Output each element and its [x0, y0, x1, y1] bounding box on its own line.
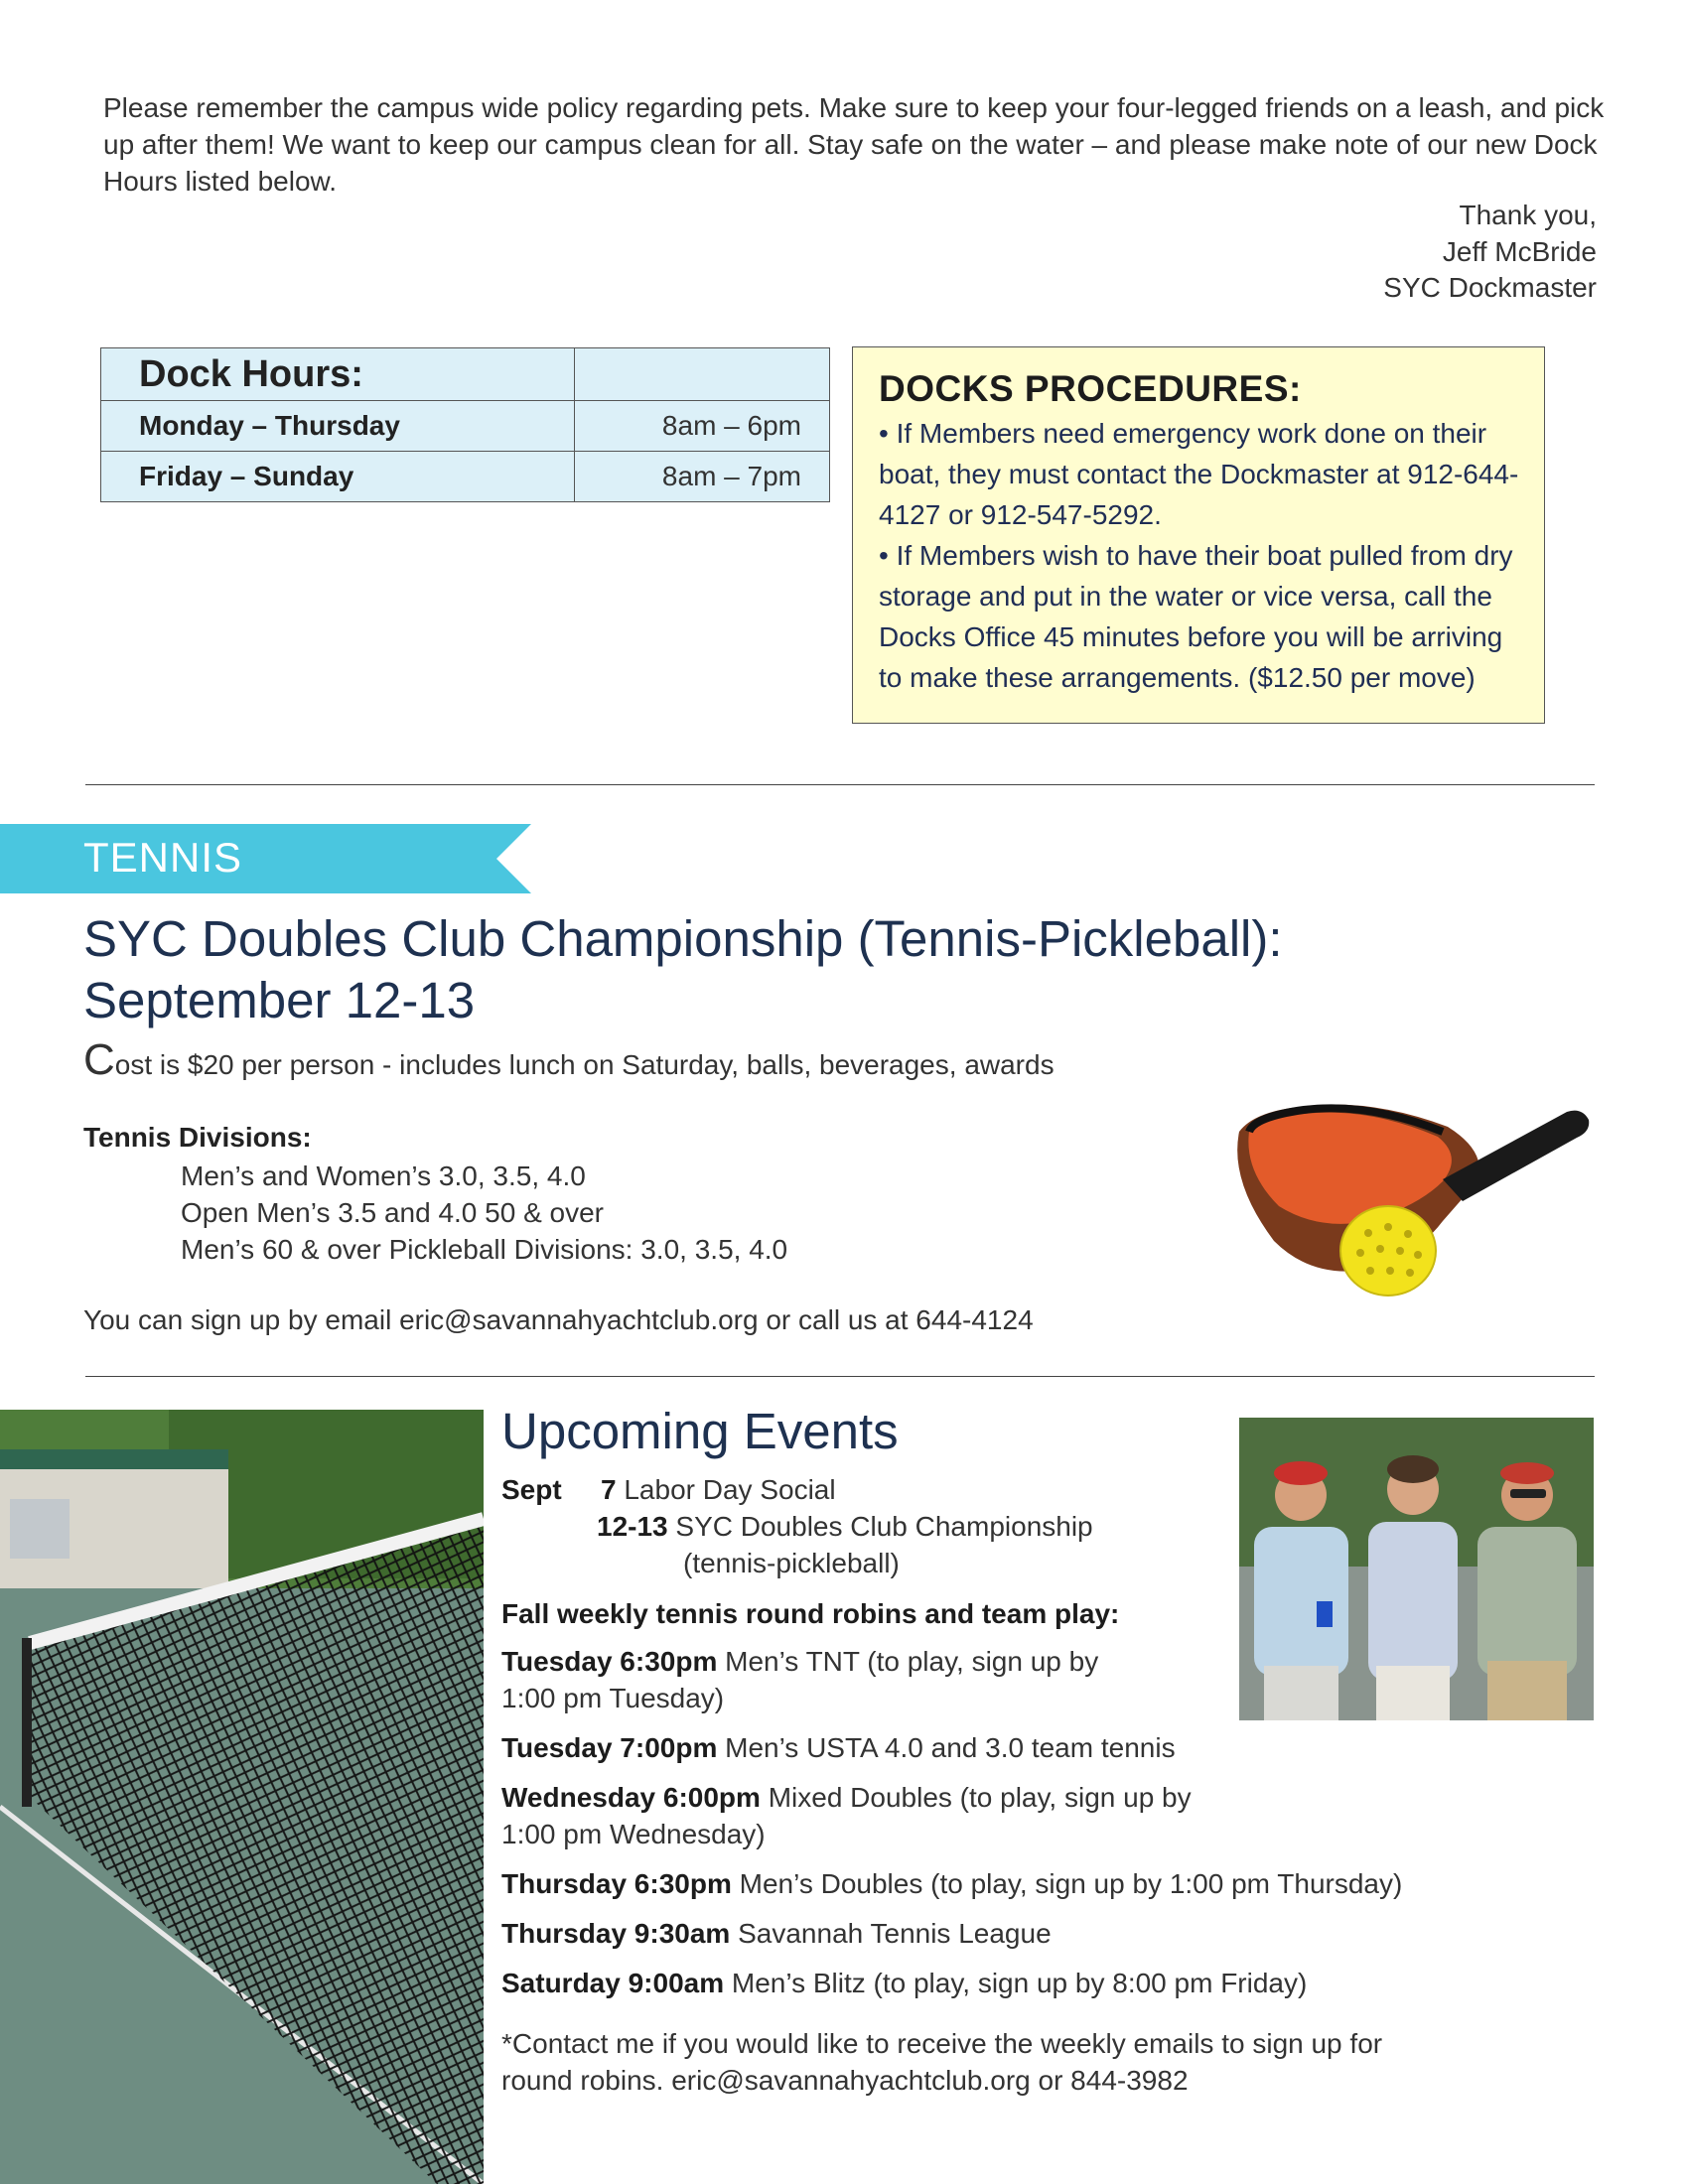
schedule-what: Men’s Blitz (to play, sign up by 8:00 pm Friday): [731, 1968, 1308, 1998]
schedule-when: Wednesday 6:00pm: [501, 1782, 761, 1813]
sept-label: Sept: [501, 1474, 562, 1505]
upcoming-events-heading: Upcoming Events: [501, 1403, 899, 1459]
event-text: SYC Doubles Club Championship: [675, 1511, 1093, 1542]
dock-days: Monday – Thursday: [101, 401, 575, 452]
schedule-when: Thursday 6:30pm: [501, 1868, 732, 1899]
table-row: [101, 452, 830, 502]
event-date: 7: [601, 1474, 617, 1505]
procedure-item: • If Members need emergency work done on their boat, they must contact the Dockmaster at 912-644-4127 or 912-547-5292.: [879, 418, 1519, 530]
signature-name: Jeff McBride: [1442, 235, 1597, 267]
tennis-banner-shape: [0, 824, 531, 893]
procedures-heading: DOCKS PROCEDURES:: [879, 368, 1302, 409]
intro-paragraph: [103, 89, 1613, 200]
schedule-entry: [501, 1729, 1594, 1766]
championship-title-line1: SYC Doubles Club Championship (Tennis-Pickleball):: [83, 910, 1283, 967]
cost-drop-cap: C: [83, 1035, 115, 1084]
schedule-what-cont: 1:00 pm Tuesday): [501, 1683, 725, 1713]
list-item: Open Men’s 3.5 and 4.0 50 & over: [181, 1197, 604, 1228]
schedule-when: Tuesday 7:00pm: [501, 1732, 718, 1763]
signup-text: You can sign up by email eric@savannahyachtclub.org or call us at 644-4124: [83, 1304, 1034, 1335]
group-photo: [1239, 1418, 1594, 1720]
procedure-item: • If Members wish to have their boat pulled from dry storage and put in the water or vice versa, call the Docks Office 45 minutes before you will be arriving to make these arrangements. ($12.50 per move): [879, 540, 1513, 693]
schedule-what: Savannah Tennis League: [738, 1918, 1052, 1949]
dock-hours-table: [100, 347, 830, 502]
signature-title: SYC Dockmaster: [1383, 272, 1597, 303]
schedule-when: Tuesday 6:30pm: [501, 1646, 718, 1677]
cost-text: [83, 1035, 1055, 1085]
schedule-what-cont: 1:00 pm Wednesday): [501, 1819, 766, 1849]
event-text: Labor Day Social: [624, 1474, 836, 1505]
docks-procedures-box: [852, 346, 1545, 724]
schedule-entry: [501, 1779, 1594, 1852]
table-row: [101, 401, 830, 452]
pet-policy-text: Please remember the campus wide policy regarding pets. Make sure to keep your four-legged friends on a leash, and pick up after them! We want to keep our campus clean for all. Stay safe on the water – and please make note of our new Dock Hours listed below.: [103, 92, 1605, 197]
dock-hours-value: 8am – 7pm: [575, 452, 830, 502]
signature-block: [1383, 198, 1597, 307]
schedule-entry: [501, 1965, 1594, 2001]
contact-note: [501, 2025, 1594, 2099]
schedule-entry: [501, 1915, 1594, 1952]
schedule-what: Mixed Doubles (to play, sign up by: [768, 1782, 1192, 1813]
schedule-what: Men’s Doubles (to play, sign up by 1:00 pm Thursday): [739, 1868, 1403, 1899]
schedule-what: Men’s TNT (to play, sign up by: [725, 1646, 1099, 1677]
divisions-list: [181, 1158, 787, 1268]
section-divider: [85, 1376, 1595, 1377]
signature-closing: Thank you,: [1459, 200, 1597, 230]
schedule-when: Saturday 9:00am: [501, 1968, 725, 1998]
tennis-net-photo: [0, 1410, 484, 2184]
contact-note-line2: round robins. eric@savannahyachtclub.org or 844-3982: [501, 2065, 1189, 2096]
section-divider: [85, 784, 1595, 785]
dock-hours-header-empty: [575, 348, 830, 401]
dock-hours-heading: Dock Hours:: [101, 348, 575, 401]
tennis-banner-label: TENNIS: [83, 834, 243, 881]
dock-hours-value: 8am – 6pm: [575, 401, 830, 452]
championship-title: [83, 908, 1283, 1031]
pickleball-paddle-image: [1219, 1072, 1597, 1310]
championship-title-line2: September 12-13: [83, 972, 476, 1028]
dock-days: Friday – Sunday: [101, 452, 575, 502]
contact-note-line1: *Contact me if you would like to receive the weekly emails to sign up for: [501, 2028, 1383, 2059]
schedule-when: Thursday 9:30am: [501, 1918, 731, 1949]
event-date: 12-13: [597, 1511, 668, 1542]
divisions-heading: Tennis Divisions:: [83, 1122, 312, 1153]
dock-hours-header-row: [101, 348, 830, 401]
list-item: Men’s 60 & over Pickleball Divisions: 3.0, 3.5, 4.0: [181, 1234, 788, 1265]
list-item: Men’s and Women’s 3.0, 3.5, 4.0: [181, 1160, 586, 1191]
schedule-what: Men’s USTA 4.0 and 3.0 team tennis: [725, 1732, 1176, 1763]
cost-body: ost is $20 per person - includes lunch on Saturday, balls, beverages, awards: [114, 1049, 1055, 1080]
schedule-entry: [501, 1865, 1594, 1902]
weekly-heading-text: Fall weekly tennis round robins and team play:: [501, 1598, 1120, 1629]
sept-event-continuation: (tennis-pickleball): [683, 1548, 900, 1578]
